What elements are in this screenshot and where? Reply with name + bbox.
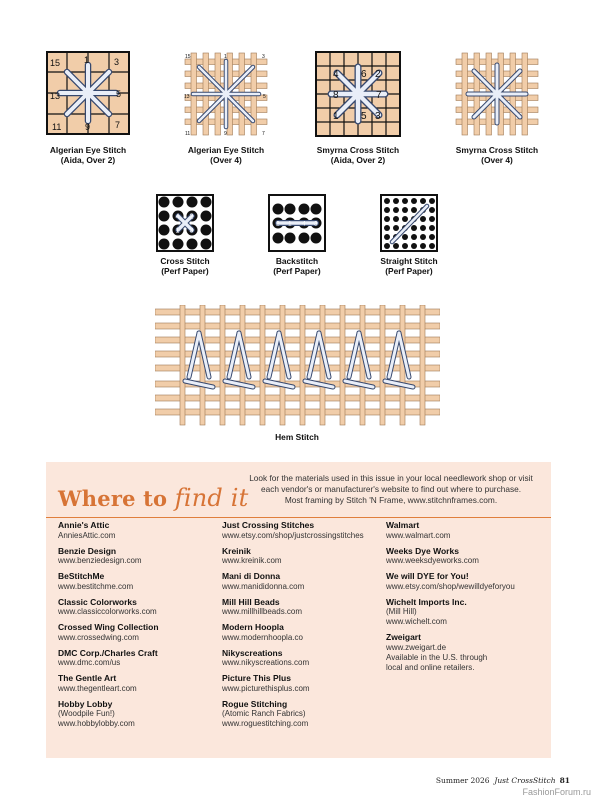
stitch-number: 3 <box>375 111 381 122</box>
vendor-website-link[interactable]: www.weeksdyeworks.com <box>386 556 479 565</box>
stitch-number: 7 <box>262 131 265 137</box>
vendor-entry <box>386 520 515 541</box>
cross-stitch-perf-chart <box>156 194 214 252</box>
vendor-name: We will DYE for You! <box>386 571 469 581</box>
vendor-entry <box>386 571 515 592</box>
stitch-number: 5 <box>263 94 266 100</box>
stitch-number: 7 <box>376 90 382 101</box>
vendor-name: Mill Hill Beads <box>222 596 280 607</box>
vendor-entry <box>58 571 159 592</box>
section-heading: Where to find it <box>58 484 249 512</box>
stitch-number: 11 <box>52 122 62 132</box>
stitch-number: 13 <box>184 94 190 100</box>
vendor-name: Crossed Wing Collection <box>58 622 159 632</box>
stitch-number: 7 <box>115 120 121 130</box>
vendor-column-3 <box>386 520 515 678</box>
diagram-hem-stitch <box>155 305 440 430</box>
vendor-note: Available in the U.S. through <box>386 652 488 662</box>
vendor-website-link[interactable]: www.dmc.com/us <box>58 658 121 667</box>
vendor-entry <box>222 520 364 541</box>
caption-cross-stitch-perf: Cross Stitch (Perf Paper) <box>160 256 210 276</box>
stitch-number: 15 <box>185 54 191 60</box>
stitch-number: 6 <box>361 69 367 80</box>
vendor-website-link[interactable]: www.picturethisplus.com <box>222 683 310 693</box>
stitch-number: 8 <box>333 90 339 101</box>
hem-stitch-chart <box>155 305 440 430</box>
stitch-number: 11 <box>185 131 191 137</box>
vendor-entry <box>222 597 364 618</box>
vendor-entry <box>222 699 364 730</box>
vendor-name: Rogue Stitching <box>222 698 288 709</box>
vendor-name: Weeks Dye Works <box>386 545 459 556</box>
vendor-note: local and online retailers. <box>386 662 475 672</box>
stitch-number: 9 <box>85 122 91 132</box>
algerian-eye-aida-chart <box>46 51 130 135</box>
vendor-name: Walmart <box>386 520 420 530</box>
vendor-entry <box>58 648 159 669</box>
vendor-entry <box>222 571 364 592</box>
stitch-number: 4 <box>175 213 180 221</box>
vendor-website-link[interactable]: AnniesAttic.com <box>58 530 116 540</box>
vendor-note: (Mill Hill) <box>386 607 417 616</box>
stitch-number: 3 <box>189 227 194 235</box>
vendor-name: Zweigart <box>386 632 421 642</box>
vendor-website-link[interactable]: www.hobbylobby.com <box>58 719 135 728</box>
caption-straight-stitch-perf: Straight Stitch (Perf Paper) <box>380 256 438 276</box>
backstitch-perf-chart <box>268 194 326 252</box>
page-footer: Summer 2026 Just CrossStitch 81 <box>435 776 570 785</box>
vendor-website-link[interactable]: www.zweigart.de <box>386 642 447 652</box>
vendor-website-link[interactable]: www.classiccolorworks.com <box>58 607 157 616</box>
diagram-cross-stitch-perf <box>156 194 214 252</box>
vendor-entry <box>58 622 159 643</box>
caption-algerian-eye-over4: Algerian Eye Stitch (Over 4) <box>187 145 265 165</box>
stitch-number: 3 <box>262 54 265 60</box>
stitch-number: 4 <box>333 69 339 80</box>
stitch-number: 1 <box>288 220 292 228</box>
vendor-name: Wichelt Imports Inc. <box>386 596 467 607</box>
vendor-name: Classic Colorworks <box>58 596 137 607</box>
vendor-entry <box>222 648 364 669</box>
stitch-number: 1 <box>175 227 180 235</box>
vendor-name: The Gentle Art <box>58 673 117 683</box>
vendor-website-link[interactable]: www.kreinik.com <box>222 556 282 565</box>
vendor-name: Benzie Design <box>58 545 117 556</box>
stitch-number: 2 <box>375 69 381 80</box>
diagram-smyrna-over4 <box>454 51 540 137</box>
caption-backstitch-perf: Backstitch (Perf Paper) <box>273 256 321 276</box>
caption-hem-stitch: Hem Stitch <box>275 432 319 442</box>
stitch-number: 4 <box>302 220 306 228</box>
vendor-entry <box>58 520 159 541</box>
vendor-note: (Woodpile Fun!) <box>58 709 115 718</box>
caption-smyrna-over4: Smyrna Cross Stitch (Over 4) <box>455 145 539 165</box>
vendor-website-link[interactable]: www.nikyscreations.com <box>222 658 310 667</box>
stitch-number: 1 <box>224 54 227 60</box>
vendor-entry <box>58 546 159 567</box>
vendor-website-link[interactable]: www.millhillbeads.com <box>222 607 303 616</box>
stitch-number: 2 <box>276 220 280 228</box>
stitch-number: 1 <box>333 111 339 122</box>
section-intro: Look for the materials used in this issue in your local needlework shop or visit each vendor's or manufacturer's website to find out where to purchase. Most framing by Stitch 'N Frame, www.stitchnframes.com. <box>249 473 533 505</box>
vendor-column-1 <box>58 520 159 734</box>
vendor-website-link[interactable]: www.bestitchme.com <box>58 581 134 591</box>
vendor-website-link[interactable]: www.thegentleart.com <box>58 683 137 693</box>
vendor-name: Kreinik <box>222 545 251 556</box>
vendor-entry <box>58 597 159 618</box>
vendor-website-link[interactable]: www.benziedesign.com <box>58 556 142 565</box>
vendor-name: Picture This Plus <box>222 673 291 683</box>
caption-algerian-eye-aida: Algerian Eye Stitch (Aida, Over 2) <box>49 145 127 165</box>
algerian-eye-over4-chart <box>183 51 269 137</box>
vendor-website-link[interactable]: www.etsy.com/shop/wewilldyeforyou <box>386 581 515 591</box>
vendor-website-link[interactable]: www.crossedwing.com <box>58 632 139 642</box>
vendor-entry <box>58 673 159 694</box>
vendor-website-link[interactable]: www.roguestitching.com <box>222 719 309 728</box>
stitch-number: 1 <box>84 55 90 65</box>
vendor-name: Nikyscreations <box>222 647 283 658</box>
stitch-number: 5 <box>361 111 367 122</box>
vendor-website-link[interactable]: www.wichelt.com <box>386 617 447 626</box>
vendor-name: DMC Corp./Charles Craft <box>58 647 158 658</box>
vendor-column-2 <box>222 520 364 734</box>
stitch-number: 13 <box>50 91 61 101</box>
vendor-entry <box>222 673 364 694</box>
stitch-number: 2 <box>189 213 194 221</box>
vendor-name: Modern Hoopla <box>222 622 284 632</box>
vendor-website-link[interactable]: www.etsy.com/shop/justcrossingstitches <box>222 530 364 540</box>
vendor-entry <box>58 699 159 730</box>
diagram-smyrna-aida <box>315 51 401 137</box>
diagram-algerian-eye-over4 <box>183 51 269 137</box>
vendor-website-link[interactable]: www.modernhoopla.co <box>222 632 303 642</box>
stitch-number: 15 <box>50 58 61 68</box>
diagram-algerian-eye-aida <box>46 51 130 135</box>
smyrna-over4-chart <box>454 51 540 137</box>
stitch-number: 3 <box>314 220 318 228</box>
straight-stitch-perf-chart <box>380 194 438 252</box>
watermark: FashionForum.ru <box>522 787 591 797</box>
vendor-entry <box>386 632 515 673</box>
vendor-entry <box>386 546 515 567</box>
caption-smyrna-aida: Smyrna Cross Stitch (Aida, Over 2) <box>316 145 400 165</box>
diagram-straight-stitch-perf <box>380 194 438 252</box>
where-to-find-it-header <box>46 462 551 518</box>
vendor-entry <box>386 597 515 628</box>
vendor-name: Just Crossing Stitches <box>222 520 315 530</box>
vendor-website-link[interactable]: www.manididonna.com <box>222 581 305 591</box>
stitch-number: 3 <box>114 57 120 67</box>
vendor-website-link[interactable]: www.walmart.com <box>386 530 451 540</box>
vendor-name: Annie's Attic <box>58 520 110 530</box>
vendor-name: BeStitchMe <box>58 571 105 581</box>
diagram-backstitch-perf <box>268 194 326 252</box>
vendor-entry <box>222 622 364 643</box>
vendor-entry <box>222 546 364 567</box>
stitch-number: 9 <box>224 131 227 137</box>
stitch-number: 5 <box>116 89 122 99</box>
vendor-note: (Atomic Ranch Fabrics) <box>222 709 306 718</box>
vendor-name: Hobby Lobby <box>58 698 113 709</box>
smyrna-aida-chart <box>315 51 401 137</box>
where-to-find-it-panel <box>46 462 551 758</box>
vendor-name: Mani di Donna <box>222 571 281 581</box>
